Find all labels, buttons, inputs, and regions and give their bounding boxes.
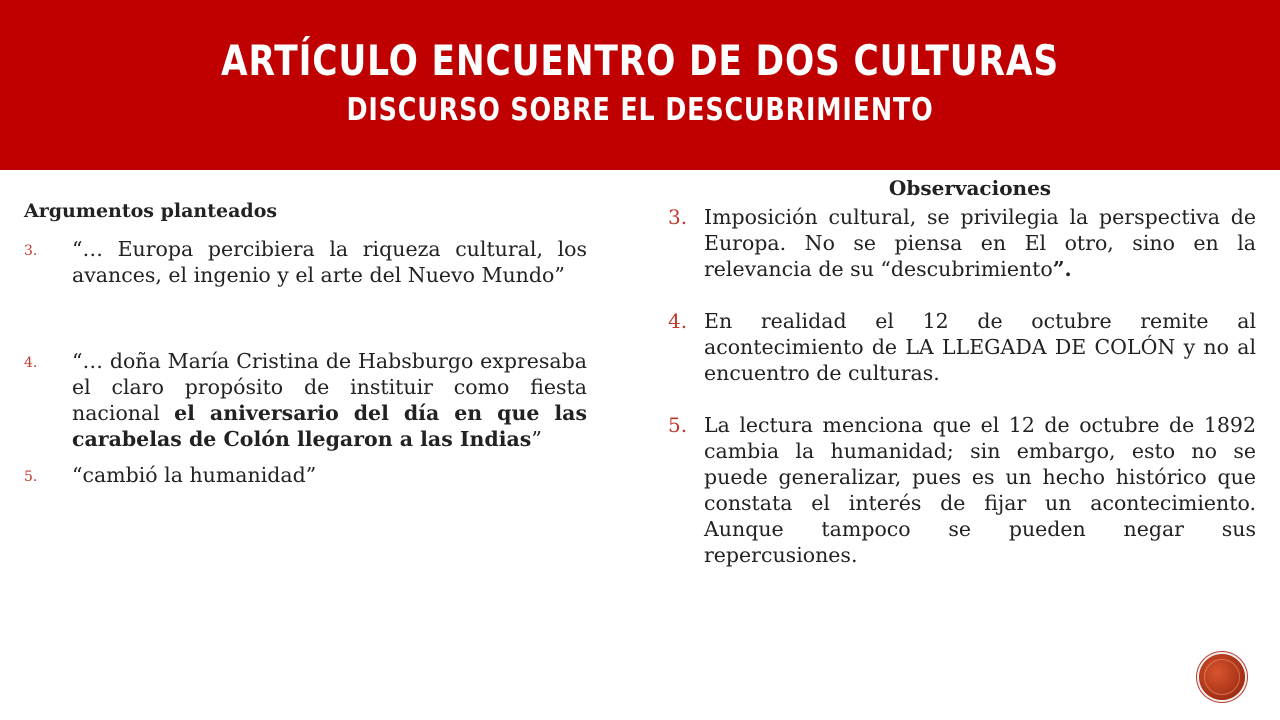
argument-text-bold: el aniversario del día en que las carabelas de Colón llegaron a las Indias	[72, 401, 587, 451]
arguments-column	[24, 200, 587, 490]
argument-text-plain: “… doña María Cristina de Habsburgo expresaba el claro propósito de instituir como fiesta nacional	[72, 349, 587, 425]
slide-subtitle: DISCURSO SOBRE EL DESCUBRIMIENTO	[346, 92, 934, 128]
observation-text: La lectura menciona que el 12 de octubre de 1892 cambia la humanidad; sin embargo, esto no se puede generalizar, pues es un hecho histórico que constata el interés de fijar un acontecimiento. Aunque tampoco se pueden negar sus repercusiones.	[704, 413, 1256, 567]
observation-text-bold: ”.	[1052, 257, 1072, 281]
observation-text: En realidad el 12 de octubre remite al acontecimiento de LA LLEGADA DE COLÓN y no al encuentro de culturas.	[704, 309, 1256, 385]
argument-text	[72, 348, 587, 452]
argument-text: “cambió la humanidad”	[72, 463, 317, 487]
argument-number: 4.	[24, 355, 38, 371]
circle-logo-icon	[1199, 654, 1245, 700]
argument-number: 5.	[24, 469, 38, 485]
observation-item-4	[668, 308, 1256, 386]
title-banner	[0, 0, 1280, 170]
observation-number: 3.	[668, 205, 688, 229]
observation-number: 5.	[668, 413, 688, 437]
argument-number: 3.	[24, 243, 38, 259]
argument-item-5	[24, 462, 587, 490]
argument-text: “… Europa percibiera la riqueza cultural, los avances, el ingenio y el arte del Nuevo Mundo”	[72, 237, 587, 287]
observation-item-5	[668, 412, 1256, 568]
observation-text-plain: Imposición cultural, se privilegia la perspectiva de Europa. No se piensa en El otro, sino en la relevancia de su “descubrimiento	[704, 205, 1256, 281]
argument-text-close: ”	[531, 427, 542, 451]
argument-item-3	[24, 236, 587, 288]
slide-title: ARTÍCULO ENCUENTRO DE DOS CULTURAS	[221, 36, 1059, 85]
observation-text	[704, 204, 1256, 282]
arguments-heading: Argumentos planteados	[24, 200, 278, 222]
argument-item-4	[24, 348, 587, 452]
observation-number: 4.	[668, 309, 688, 333]
observations-column	[668, 176, 1256, 568]
observation-item-3	[668, 204, 1256, 282]
observations-heading: Observaciones	[888, 176, 1052, 200]
